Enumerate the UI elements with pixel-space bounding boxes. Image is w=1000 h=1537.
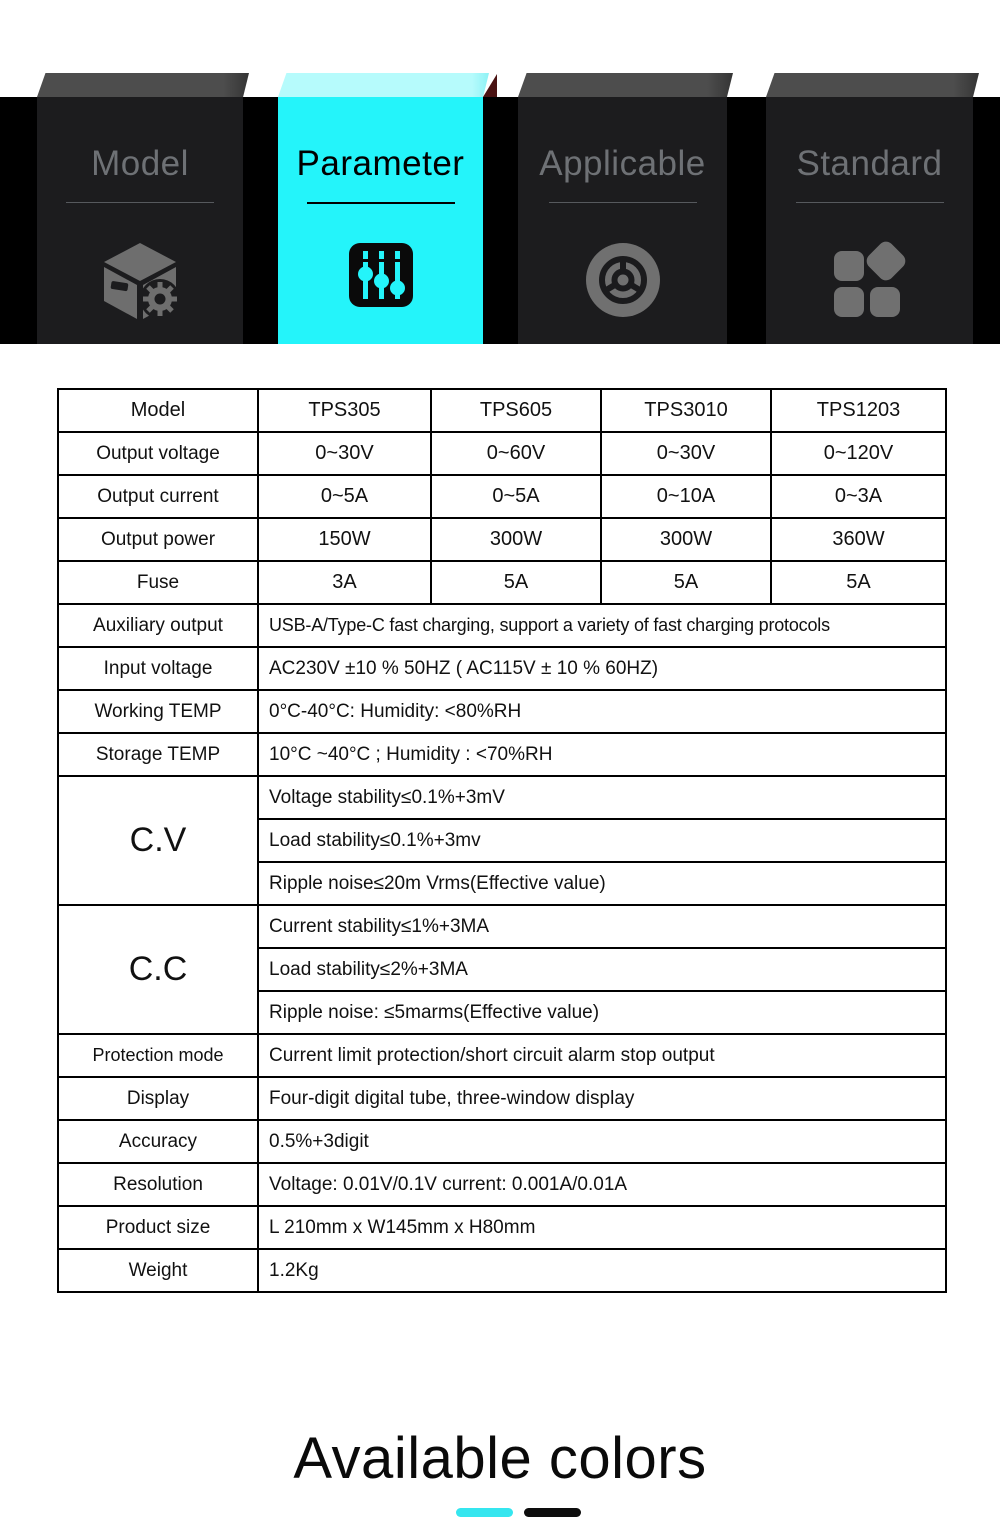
cell-value: 0.5%+3digit — [258, 1120, 946, 1163]
tab-underline — [796, 202, 944, 203]
section-title: Available colors — [293, 1426, 707, 1491]
available-colors-section — [0, 1425, 1000, 1517]
tab-model[interactable] — [37, 0, 243, 345]
row-label: Product size — [58, 1206, 258, 1249]
cell-value: 0~30V — [601, 432, 771, 475]
spec-table — [57, 388, 947, 1293]
cell-value: 0~30V — [258, 432, 431, 475]
cell-value: 10°C ~40°C ; Humidity : <70%RH — [258, 733, 946, 776]
table-row — [58, 647, 946, 690]
tab-underline — [66, 202, 214, 203]
cell-value: 360W — [771, 518, 946, 561]
cell-value: 1.2Kg — [258, 1249, 946, 1292]
cell-value: Current stability≤1%+3MA — [258, 905, 946, 948]
cell-value: Ripple noise: ≤5marms(Effective value) — [258, 991, 946, 1034]
sliders-icon — [348, 242, 414, 313]
tab-underline — [307, 202, 455, 204]
divider-bar-cyan — [456, 1508, 513, 1517]
cell-value: 300W — [431, 518, 601, 561]
header-cell: TPS3010 — [601, 389, 771, 432]
table-row — [58, 518, 946, 561]
row-label: Output power — [58, 518, 258, 561]
table-row — [58, 1034, 946, 1077]
cell-value: 0~120V — [771, 432, 946, 475]
table-row — [58, 733, 946, 776]
tab-banner — [0, 0, 1000, 345]
row-label: C.C — [58, 905, 258, 1034]
table-row — [58, 389, 946, 432]
header-cell: TPS605 — [431, 389, 601, 432]
cell-value: 0°C-40°C: Humidity: <80%RH — [258, 690, 946, 733]
table-row — [58, 905, 946, 948]
tab-flap — [518, 73, 733, 97]
header-cell: Model — [58, 389, 258, 432]
cell-value: 0~10A — [601, 475, 771, 518]
tab-flap — [37, 73, 249, 97]
cell-value: Load stability≤2%+3MA — [258, 948, 946, 991]
title-divider — [18, 1508, 1000, 1517]
row-label: Protection mode — [58, 1034, 258, 1077]
cell-value: Voltage: 0.01V/0.1V current: 0.001A/0.01A — [258, 1163, 946, 1206]
cell-value: Four-digit digital tube, three-window display — [258, 1077, 946, 1120]
tab-underline — [549, 202, 697, 203]
table-row — [58, 561, 946, 604]
cell-value: AC230V ±10 % 50HZ ( AC115V ± 10 % 60HZ) — [258, 647, 946, 690]
cell-value: Ripple noise≤20m Vrms(Effective value) — [258, 862, 946, 905]
table-row — [58, 475, 946, 518]
header-cell: TPS1203 — [771, 389, 946, 432]
row-label: Weight — [58, 1249, 258, 1292]
tab-flap — [766, 73, 979, 97]
cell-value: USB-A/Type-C fast charging, support a variety of fast charging protocols — [258, 604, 946, 647]
cell-value: 5A — [431, 561, 601, 604]
table-row — [58, 1206, 946, 1249]
chrome-icon — [584, 241, 662, 324]
row-label: Display — [58, 1077, 258, 1120]
table-row — [58, 1249, 946, 1292]
cell-value: 5A — [601, 561, 771, 604]
tab-applicable-label: Applicable — [539, 144, 706, 183]
row-label: C.V — [58, 776, 258, 905]
row-label: Output current — [58, 475, 258, 518]
table-row — [58, 1163, 946, 1206]
table-row — [58, 604, 946, 647]
cell-value: Current limit protection/short circuit alarm stop output — [258, 1034, 946, 1077]
tab-standard-label: Standard — [796, 144, 943, 183]
cell-value: 300W — [601, 518, 771, 561]
shapes-icon — [830, 241, 910, 324]
cell-value: 0~60V — [431, 432, 601, 475]
tab-parameter-label: Parameter — [296, 144, 465, 183]
cell-value: 3A — [258, 561, 431, 604]
cell-value: 150W — [258, 518, 431, 561]
cell-value: 5A — [771, 561, 946, 604]
table-row — [58, 690, 946, 733]
table-row — [58, 1120, 946, 1163]
table-row — [58, 1077, 946, 1120]
tab-applicable[interactable] — [518, 0, 727, 345]
row-label: Fuse — [58, 561, 258, 604]
box-gear-icon — [98, 241, 182, 326]
row-label: Auxiliary output — [58, 604, 258, 647]
cell-value: 0~5A — [258, 475, 431, 518]
divider-bar-black — [524, 1508, 581, 1517]
row-label: Output voltage — [58, 432, 258, 475]
row-label: Accuracy — [58, 1120, 258, 1163]
cell-value: Load stability≤0.1%+3mv — [258, 819, 946, 862]
table-row — [58, 776, 946, 819]
cell-value: L 210mm x W145mm x H80mm — [258, 1206, 946, 1249]
tab-parameter[interactable] — [278, 0, 483, 345]
row-label: Working TEMP — [58, 690, 258, 733]
row-label: Storage TEMP — [58, 733, 258, 776]
cell-value: 0~3A — [771, 475, 946, 518]
header-cell: TPS305 — [258, 389, 431, 432]
table-row — [58, 432, 946, 475]
tab-model-label: Model — [91, 144, 189, 183]
tab-flap — [278, 73, 489, 97]
row-label: Input voltage — [58, 647, 258, 690]
cell-value: 0~5A — [431, 475, 601, 518]
row-label: Resolution — [58, 1163, 258, 1206]
cell-value: Voltage stability≤0.1%+3mV — [258, 776, 946, 819]
tab-standard[interactable] — [766, 0, 973, 345]
